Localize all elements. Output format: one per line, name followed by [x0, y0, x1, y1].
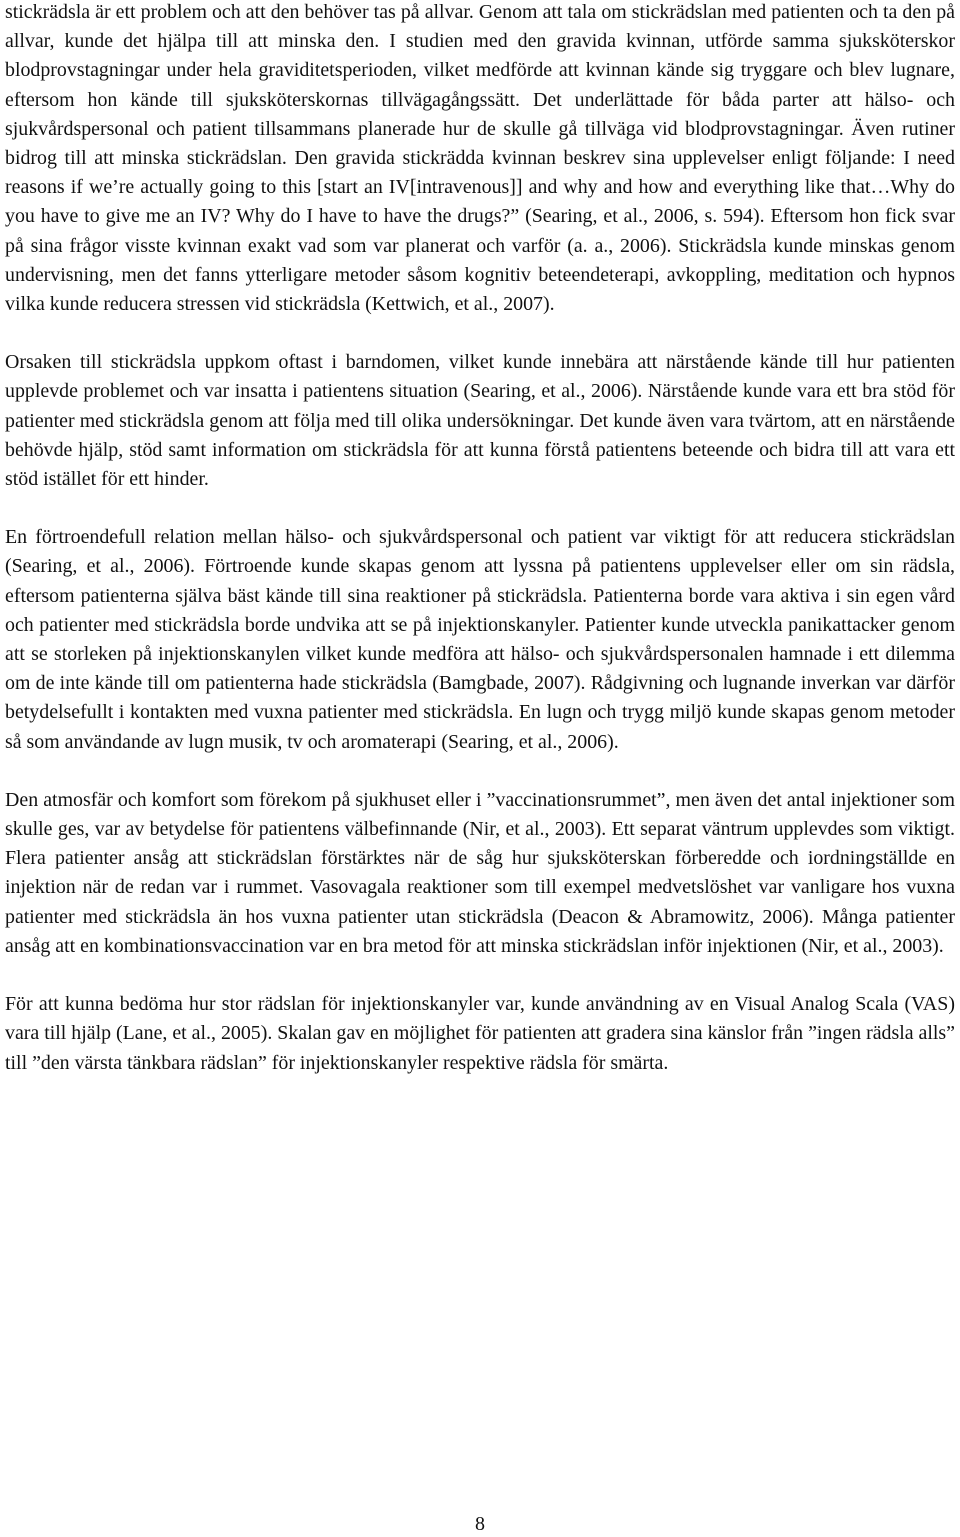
paragraph-bedomning-vas: För att kunna bedöma hur stor rädslan för injektionskanyler var, kunde användning av en Visual Analog Scala (VAS) vara till hjälp (Lane, et al., 2005). Skalan gav en möjlighet för patienten att gradera sina känslor från ”ingen rädsla alls” till ”den värsta tänkbara rädslan” för injektionskanyler respektive rädsla för smärta. [5, 993, 955, 1074]
paragraph-fortroendefull-relation: En förtroendefull relation mellan hälso- och sjukvårdspersonal och patient var viktigt för att reducera stickrädslan (Searing, et al., 2006). Förtroende kunde skapas genom att lyssna på patientens upplevelser eller om sin rädsla, eftersom patienterna själva bäst kände till sina reaktioner på stickrädsla. Patienterna borde vara aktiva i sin egen vård och patienter med stickrädsla borde undvika att se på injektionskanyler. Patienter kunde utveckla panikattacker genom att se storleken på injektionskanylen vilket kunde medföra att hälso- och sjukvårdspersonalen hamnade i ett dilemma om de inte kände till om patienterna hade stickrädsla (Bamgbade, 2007). Rådgivning och lugnande inverkan var därför betydelsefullt i kontakten med vuxna patienter med stickrädsla. En lugn och trygg miljö kunde skapas genom metoder så som användande av lugn musik, tv och aromaterapi (Searing, et al., 2006). [5, 526, 955, 753]
paragraph-orsaken-narstaende: Orsaken till stickrädsla uppkom oftast i barndomen, vilket kunde innebära att närstående kände till hur patienten upplevde problemet och var insatta i patientens situation (Searing, et al., 2006). Närstående kunde vara ett bra stöd för patienter med stickrädsla genom att följa med till olika undersökningar. Det kunde även vara tvärtom, att en närstående behövde hjälp, stöd samt information om stickrädsla för att kunna förstå patientens beteende och bidra till att vara ett stöd istället för ett hinder. [5, 351, 955, 491]
document-body [5, 0, 955, 1107]
paragraph-stickradsla-rutiner: stickrädsla är ett problem och att den behöver tas på allvar. Genom att tala om stickrädslan med patienten och ta den på allvar, kunde det hjälpa till att minska den. I studien med den gravida kvinnan, utförde samma sjuksköterskor blodprovstagningar under hela graviditetsperioden, vilket medförde att kvinnan kände sig tryggare och blev lugnare, eftersom hon kände till sjuksköterskornas tillvägagångssätt. Det underlättade för båda parter att hälso- och sjukvårdspersonal och patient tillsammans planerade hur de skulle gå tillväga vid blodprovstagningar. Även rutiner bidrog till att minska stickrädslan. Den gravida stickrädda kvinnan beskrev sina upplevelser enligt följande: I need reasons if we’re actually going to this [start an IV[intravenous]] and why and how and everything like that…Why do you have to give me an IV? Why do I have to have the drugs?” (Searing, et al., 2006, s. 594). Eftersom hon fick svar på sina frågor visste kvinnan exakt vad som var planerat och varför (a. a., 2006). Stickrädsla kunde minskas genom undervisning, men det fanns ytterligare metoder såsom kognitiv beteendeterapi, avkoppling, meditation och hypnos vilka kunde reducera stressen vid stickrädsla (Kettwich, et al., 2007). [5, 1, 955, 316]
paragraph-atmosfar-komfort: Den atmosfär och komfort som förekom på sjukhuset eller i ”vaccinationsrummet”, men även det antal injektioner som skulle ges, var av betydelse för patientens välbefinnande (Nir, et al., 2003). Ett separat väntrum upplevdes som viktigt. Flera patienter ansåg att stickrädslan förstärktes när de såg hur sjuksköterskan förberedde och iordningställde en injektion när de redan var i rummet. Vasovagala reaktioner som till exempel medvetslöshet var vanligare hos vuxna patienter med stickrädsla än hos vuxna patienter utan stickrädsla (Deacon & Abramowitz, 2006). Många patienter ansåg att en kombinationsvaccination var en bra metod för att minska stickrädslan inför injektionen (Nir, et al., 2003). [5, 788, 955, 957]
page-number: 8 [475, 1513, 485, 1535]
